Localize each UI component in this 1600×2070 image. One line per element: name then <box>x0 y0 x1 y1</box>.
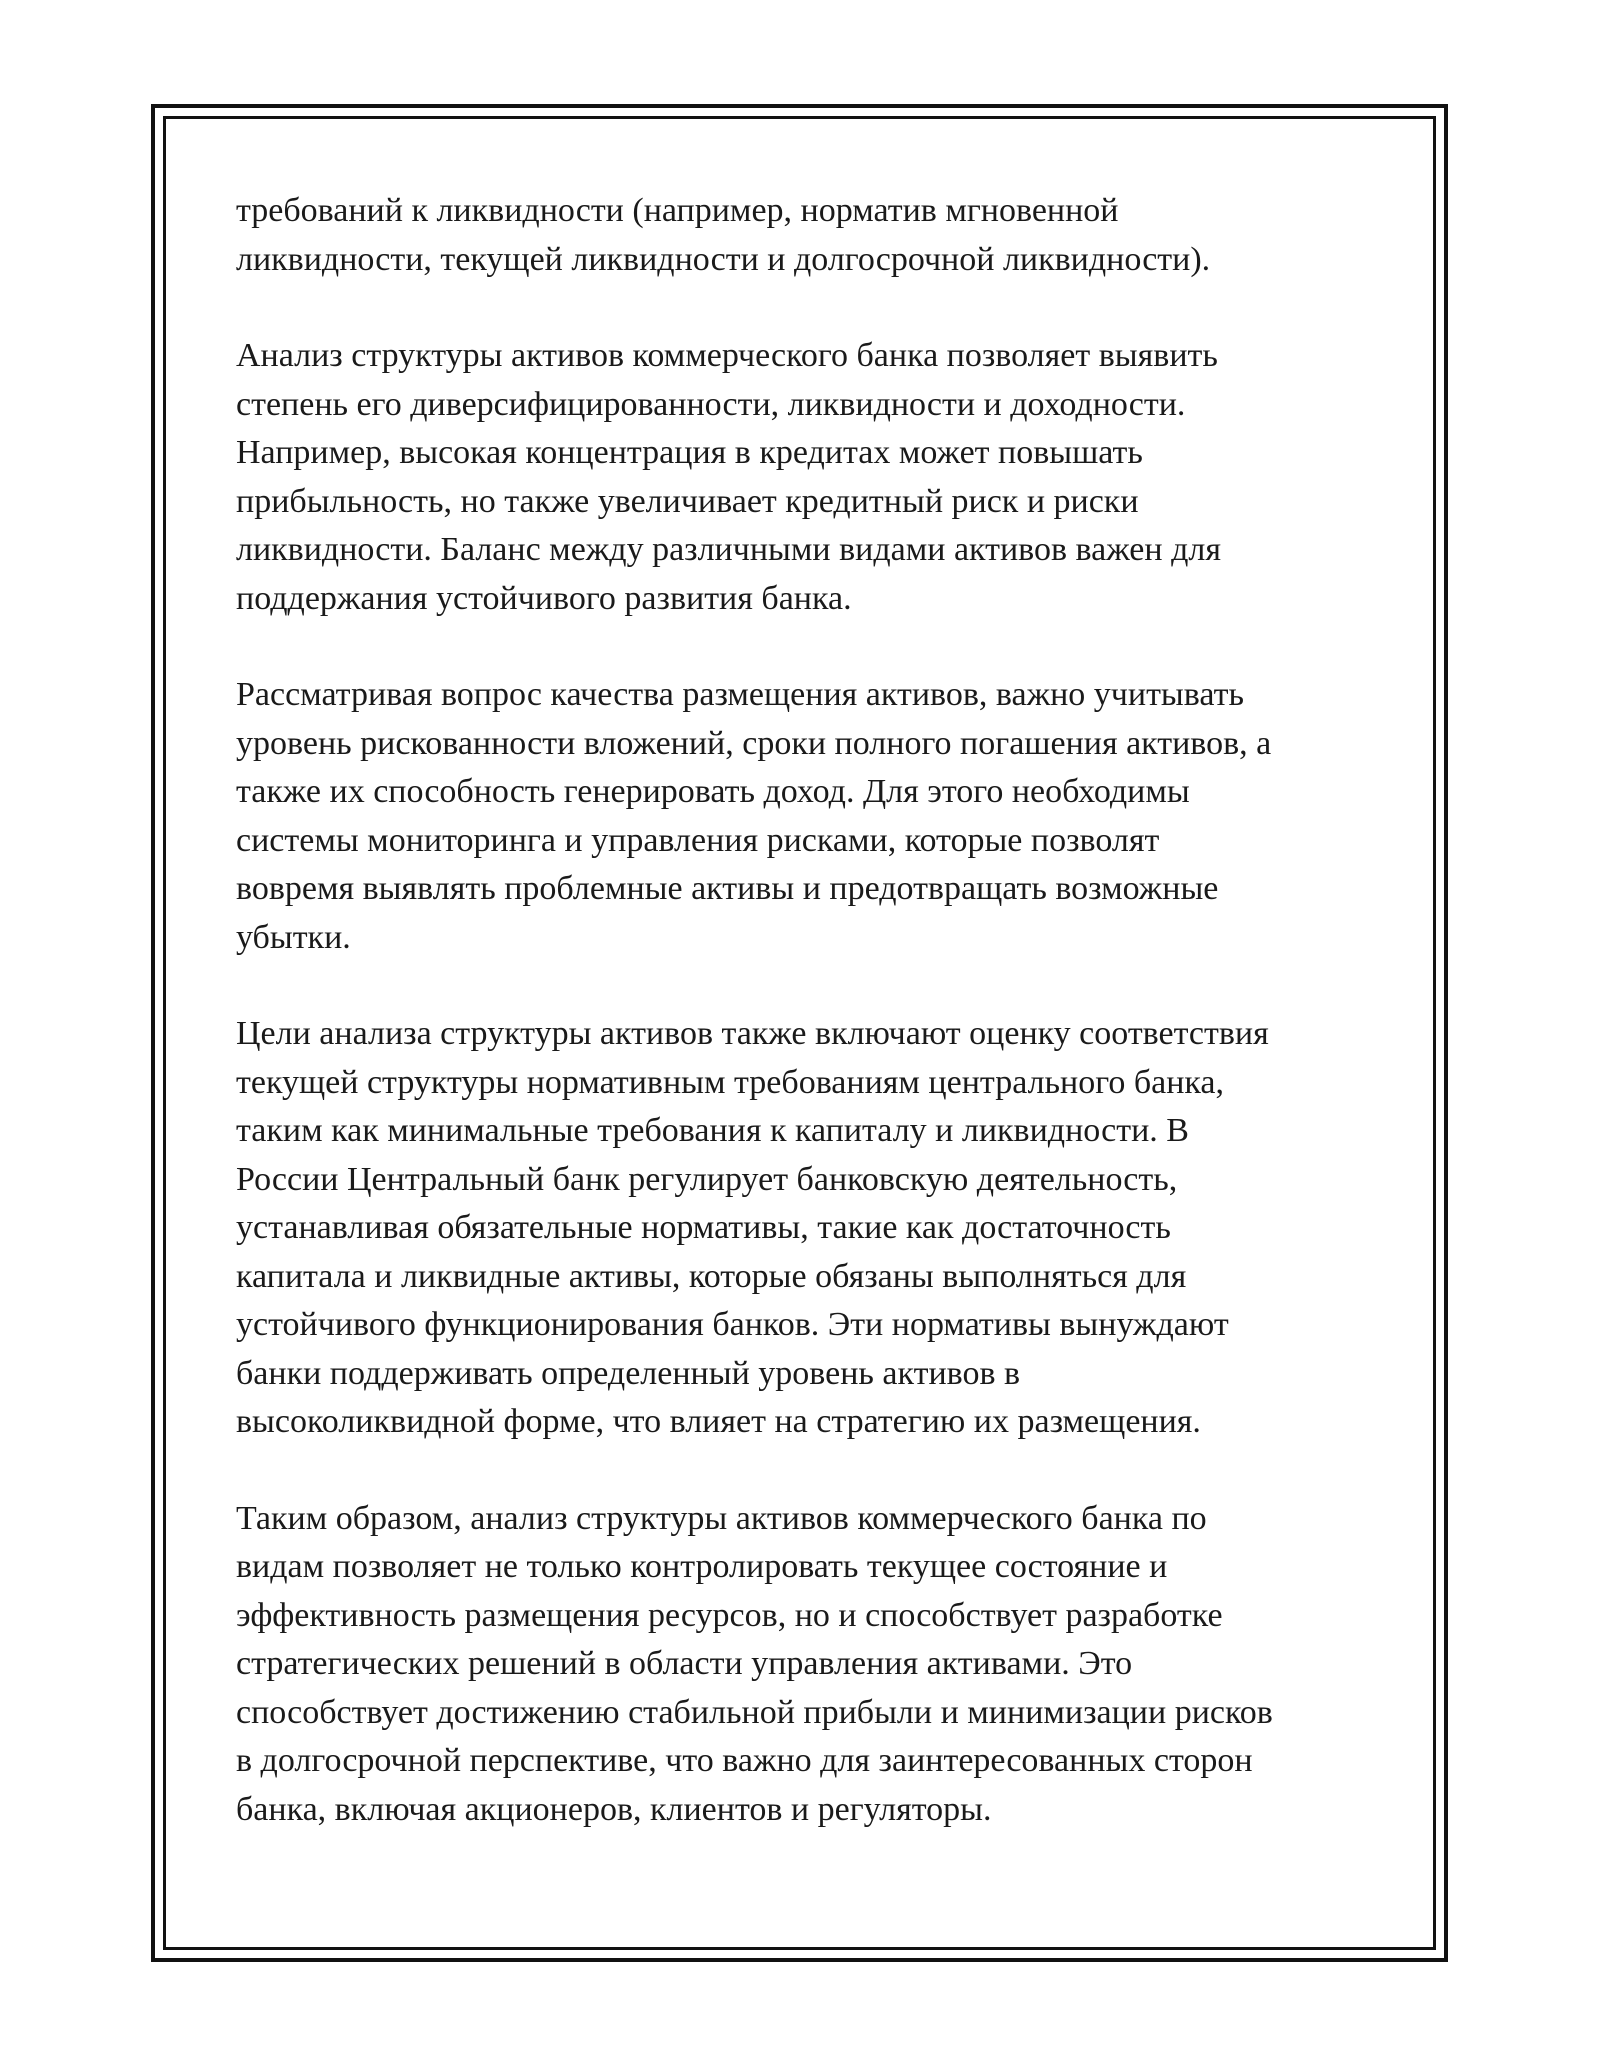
text-line: высоколиквидной форме, что влияет на стратегию их размещения. <box>236 1403 1201 1440</box>
text-line: банка, включая акционеров, клиентов и регуляторы. <box>236 1790 992 1828</box>
text-line: текущей структуры нормативным требованиям центрального банка, <box>236 1063 1225 1101</box>
paragraph-2 <box>236 332 1376 623</box>
text-line: банки поддерживать определенный уровень активов в <box>236 1354 1021 1392</box>
text-line: Цели анализа структуры активов также включают оценку соответствия <box>236 1015 1269 1052</box>
text-line: Анализ структуры активов коммерческого банка позволяет выявить <box>236 337 1218 374</box>
text-line: поддержания устойчивого развития банка. <box>236 579 852 617</box>
paragraph-5 <box>236 1495 1376 1835</box>
text-line: убытки. <box>236 918 351 956</box>
paragraph-4 <box>236 1010 1376 1447</box>
text-line: эффективность размещения ресурсов, но и способствует разработке <box>236 1596 1223 1634</box>
paragraph-3 <box>236 671 1376 962</box>
text-line: видам позволяет не только контролировать текущее состояние и <box>236 1548 1168 1585</box>
text-line: ликвидности. Баланс между различными видами активов важен для <box>236 531 1221 568</box>
text-line: прибыльность, но также увеличивает кредитный риск и риски <box>236 482 1139 520</box>
paragraph-1 <box>236 187 1376 284</box>
text-line: таким как минимальные требования к капиталу и ликвидности. В <box>236 1112 1189 1149</box>
text-line: Рассматривая вопрос качества размещения активов, важно учитывать <box>236 676 1244 713</box>
text-line: Например, высокая концентрация в кредитах может повышать <box>236 434 1143 471</box>
text-line: требований к ликвидности (например, норматив мгновенной <box>236 192 1119 229</box>
text-line: системы мониторинга и управления рисками, которые позволят <box>236 821 1160 859</box>
text-line: ликвидности, текущей ликвидности и долгосрочной ликвидности). <box>236 240 1211 278</box>
text-line: Таким образом, анализ структуры активов коммерческого банка по <box>236 1499 1207 1537</box>
text-line: в долгосрочной перспективе, что важно для заинтересованных сторон <box>236 1742 1253 1779</box>
text-line: капитала и ликвидные активы, которые обязаны выполняться для <box>236 1257 1187 1295</box>
text-line: степень его диверсифицированности, ликвидности и доходности. <box>236 385 1186 423</box>
text-line: вовремя выявлять проблемные активы и предотвращать возможные <box>236 870 1219 907</box>
text-line: устойчивого функционирования банков. Эти нормативы вынуждают <box>236 1306 1229 1343</box>
document-body <box>236 187 1376 1882</box>
text-line: стратегических решений в области управления активами. Это <box>236 1645 1133 1682</box>
text-line: устанавливая обязательные нормативы, такие как достаточность <box>236 1209 1171 1246</box>
text-line: способствует достижению стабильной прибыли и минимизации рисков <box>236 1693 1273 1731</box>
text-line: России Центральный банк регулирует банковскую деятельность, <box>236 1160 1178 1198</box>
text-line: уровень рискованности вложений, сроки полного погашения активов, а <box>236 724 1272 762</box>
text-line: также их способность генерировать доход. Для этого необходимы <box>236 773 1190 810</box>
